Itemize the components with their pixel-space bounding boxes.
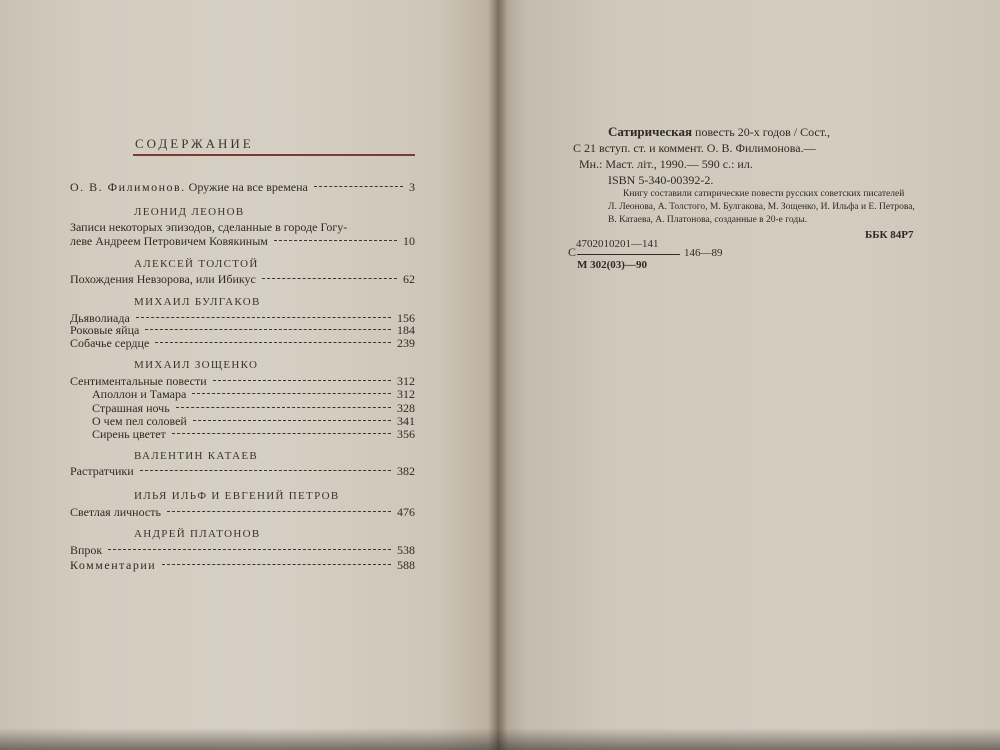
toc-entry-title: Страшная ночь [92, 401, 170, 415]
toc-entry-title: Светлая личность [70, 505, 161, 519]
page-number: 588 [397, 558, 415, 572]
code-denominator: М 302(03)—90 [577, 259, 647, 271]
toc-entry [70, 542, 415, 558]
author-heading: МИХАИЛ ЗОЩЕНКО [134, 359, 259, 371]
page-number: 3 [409, 180, 415, 194]
page-number: 184 [397, 323, 415, 337]
toc-entry-title-line1: Записи некоторых эпизодов, сделанные в городе Гогу- [70, 220, 348, 234]
toc-entry-title: Сентиментальные повести [70, 374, 207, 388]
annotation-line2: Л. Леонова, А. Толстого, М. Булгакова, М. Зощенко, И. Ильфа и Е. Петрова, [608, 202, 915, 212]
toc-entry [70, 463, 415, 479]
code-numerator: 4702010201—141 [576, 238, 659, 250]
toc-entry-title: Комментарии [70, 558, 157, 572]
page-number: 356 [397, 427, 415, 441]
author-heading: АНДРЕЙ ПЛАТОНОВ [134, 528, 261, 540]
leader-dashes [108, 549, 391, 550]
leader-dashes [155, 342, 391, 343]
page-number: 382 [397, 464, 415, 478]
annotation-line3: В. Катаева, А. Платонова, созданные в 20-е годы. [608, 215, 807, 225]
imprint-title: Сатирическая [608, 124, 693, 139]
leader-dashes [167, 511, 391, 512]
toc-entry-title: Роковые яйца [70, 323, 140, 337]
toc-entry-title: Собачье сердце [70, 336, 150, 350]
toc-entry-commentary [70, 557, 415, 573]
annotation-line1: Книгу составили сатирические повести русских советских писателей [623, 189, 905, 199]
page-number: 239 [397, 336, 415, 350]
author-heading: АЛЕКСЕЙ ТОЛСТОЙ [134, 258, 259, 270]
toc-entry-title: О чем пел соловей [92, 414, 187, 428]
leader-dashes [145, 329, 391, 330]
toc-entry-title: Впрок [70, 543, 103, 557]
leader-dashes [213, 380, 391, 381]
leader-dashes [192, 393, 391, 394]
code-letter: С [568, 245, 577, 259]
toc-heading-rule [133, 154, 415, 156]
code-fraction-bar [577, 254, 680, 255]
leader-dashes [172, 433, 391, 434]
toc-entry-title-line2: леве Андреем Петровичем Ковякиным [70, 234, 268, 248]
toc-entry-title: Аполлон и Тамара [92, 387, 187, 401]
author-heading: ВАЛЕНТИН КАТАЕВ [134, 450, 259, 462]
page-number: 62 [403, 272, 415, 286]
leader-dashes [262, 278, 397, 279]
page-number: 312 [397, 387, 415, 401]
page-number: 341 [397, 414, 415, 428]
toc-entry [70, 504, 415, 520]
page-number: 156 [397, 311, 415, 325]
page-number: 10 [403, 234, 415, 248]
toc-entry-title: Дьяволиада [70, 311, 130, 325]
intro-title: Оружие на все времена [188, 180, 308, 194]
imprint-title-rest: повесть 20-х годов / Сост., [695, 125, 831, 139]
code-side: 146—89 [684, 247, 723, 259]
leader-dashes [274, 240, 397, 241]
right-page [497, 0, 1000, 750]
intro-author: О. В. Филимонов. [70, 180, 186, 194]
toc-entry-title: Сирень цветет [92, 427, 166, 441]
toc-entry-title: Растратчики [70, 464, 134, 478]
page-number: 328 [397, 401, 415, 415]
left-page [0, 0, 497, 750]
toc-entry [70, 335, 415, 351]
page-bottom-shadow [0, 728, 1000, 750]
page-number: 476 [397, 505, 415, 519]
leader-dashes [176, 407, 391, 408]
imprint-line1 [608, 124, 830, 140]
toc-entry [70, 426, 415, 442]
leader-dashes [193, 420, 391, 421]
page-number: 312 [397, 374, 415, 388]
author-heading: ИЛЬЯ ИЛЬФ И ЕВГЕНИЙ ПЕТРОВ [134, 490, 340, 502]
page-number: 538 [397, 543, 415, 557]
bbk-code: ББК 84Р7 [865, 229, 914, 241]
toc-entry [70, 271, 415, 287]
leader-dashes [136, 317, 391, 318]
leader-dashes [162, 564, 391, 565]
toc-entry-intro [70, 179, 415, 195]
leader-dashes [314, 186, 403, 187]
isbn: ISBN 5-340-00392-2. [608, 173, 714, 187]
author-heading: ЛЕОНИД ЛЕОНОВ [134, 206, 245, 218]
book-gutter [488, 0, 508, 750]
toc-entry-title: Похождения Невзорова, или Ибикус [70, 272, 256, 286]
imprint-line3: Мн.: Маст. літ., 1990.— 590 с.: ил. [579, 157, 753, 171]
author-heading: МИХАИЛ БУЛГАКОВ [134, 296, 261, 308]
imprint-line2: С 21 вступ. ст. и коммент. О. В. Филимонова.— [573, 141, 816, 155]
toc-entry [70, 233, 415, 249]
leader-dashes [140, 470, 391, 471]
toc-heading: СОДЕРЖАНИЕ [135, 136, 254, 151]
